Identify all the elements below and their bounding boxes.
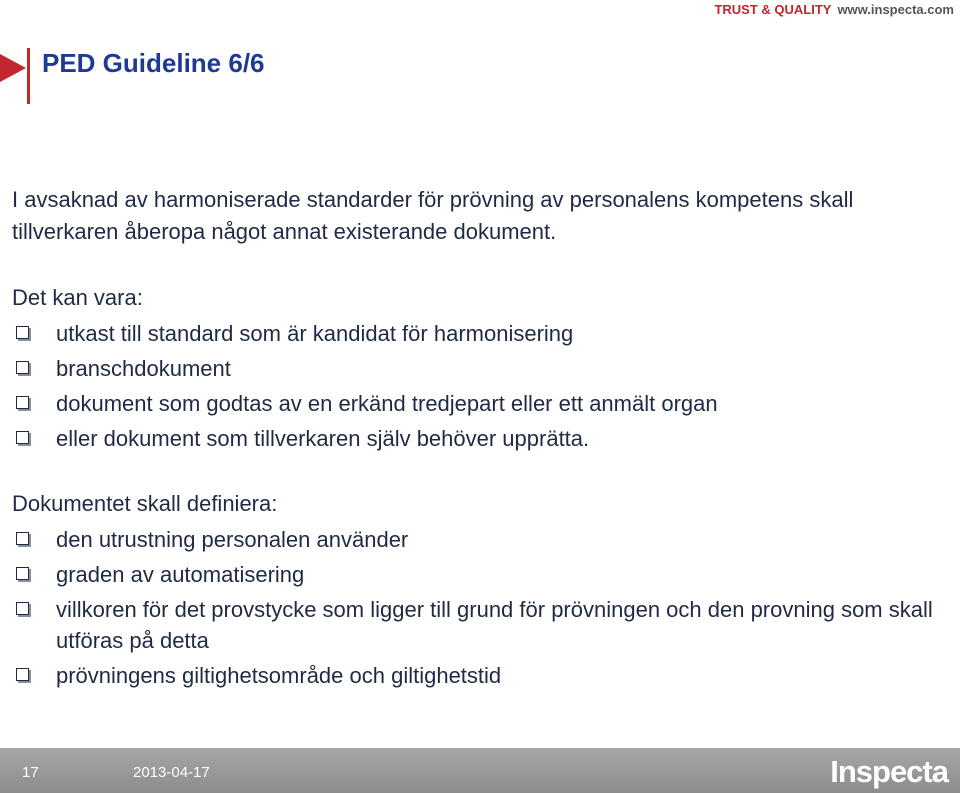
checkbox-bullet-icon xyxy=(16,326,29,339)
checkbox-bullet-icon xyxy=(16,361,29,374)
list-item: eller dokument som tillverkaren själv behöver upprätta. xyxy=(12,423,942,454)
slide-footer xyxy=(0,748,960,793)
list-item: den utrustning personalen använder xyxy=(12,524,942,555)
list2 xyxy=(12,524,942,691)
brand-header xyxy=(714,2,954,17)
list-item: graden av automatisering xyxy=(12,559,942,590)
list-item: dokument som godtas av en erkänd tredjepart eller ett anmält organ xyxy=(12,388,942,419)
checkbox-bullet-icon xyxy=(16,668,29,681)
slide-body xyxy=(12,184,942,725)
list-item: utkast till standard som är kandidat för harmonisering xyxy=(12,318,942,349)
brand-url: www.inspecta.com xyxy=(837,2,954,17)
title-divider xyxy=(27,48,30,104)
list1-heading: Det kan vara: xyxy=(12,285,143,310)
checkbox-bullet-icon xyxy=(16,532,29,545)
list2-heading: Dokumentet skall definiera: xyxy=(12,491,278,516)
brand-tagline: TRUST & QUALITY xyxy=(714,2,832,17)
slide-title: PED Guideline 6/6 xyxy=(42,48,265,78)
intro-paragraph: I avsaknad av harmoniserade standarder för prövning av personalens kompetens skall tillverkaren åberopa något annat existerande dokument. xyxy=(12,187,854,244)
slide-date: 2013-04-17 xyxy=(133,764,210,781)
inspecta-logo: Inspecta xyxy=(830,754,948,789)
checkbox-bullet-icon xyxy=(16,567,29,580)
list1 xyxy=(12,318,942,454)
list-item: branschdokument xyxy=(12,353,942,384)
list-item: prövningens giltighetsområde och giltighetstid xyxy=(12,660,942,691)
page-number: 17 xyxy=(22,764,39,781)
checkbox-bullet-icon xyxy=(16,431,29,444)
checkbox-bullet-icon xyxy=(16,602,29,615)
list-item: villkoren för det provstycke som ligger till grund för prövningen och den provning som skall utföras på detta xyxy=(12,594,942,656)
checkbox-bullet-icon xyxy=(16,396,29,409)
